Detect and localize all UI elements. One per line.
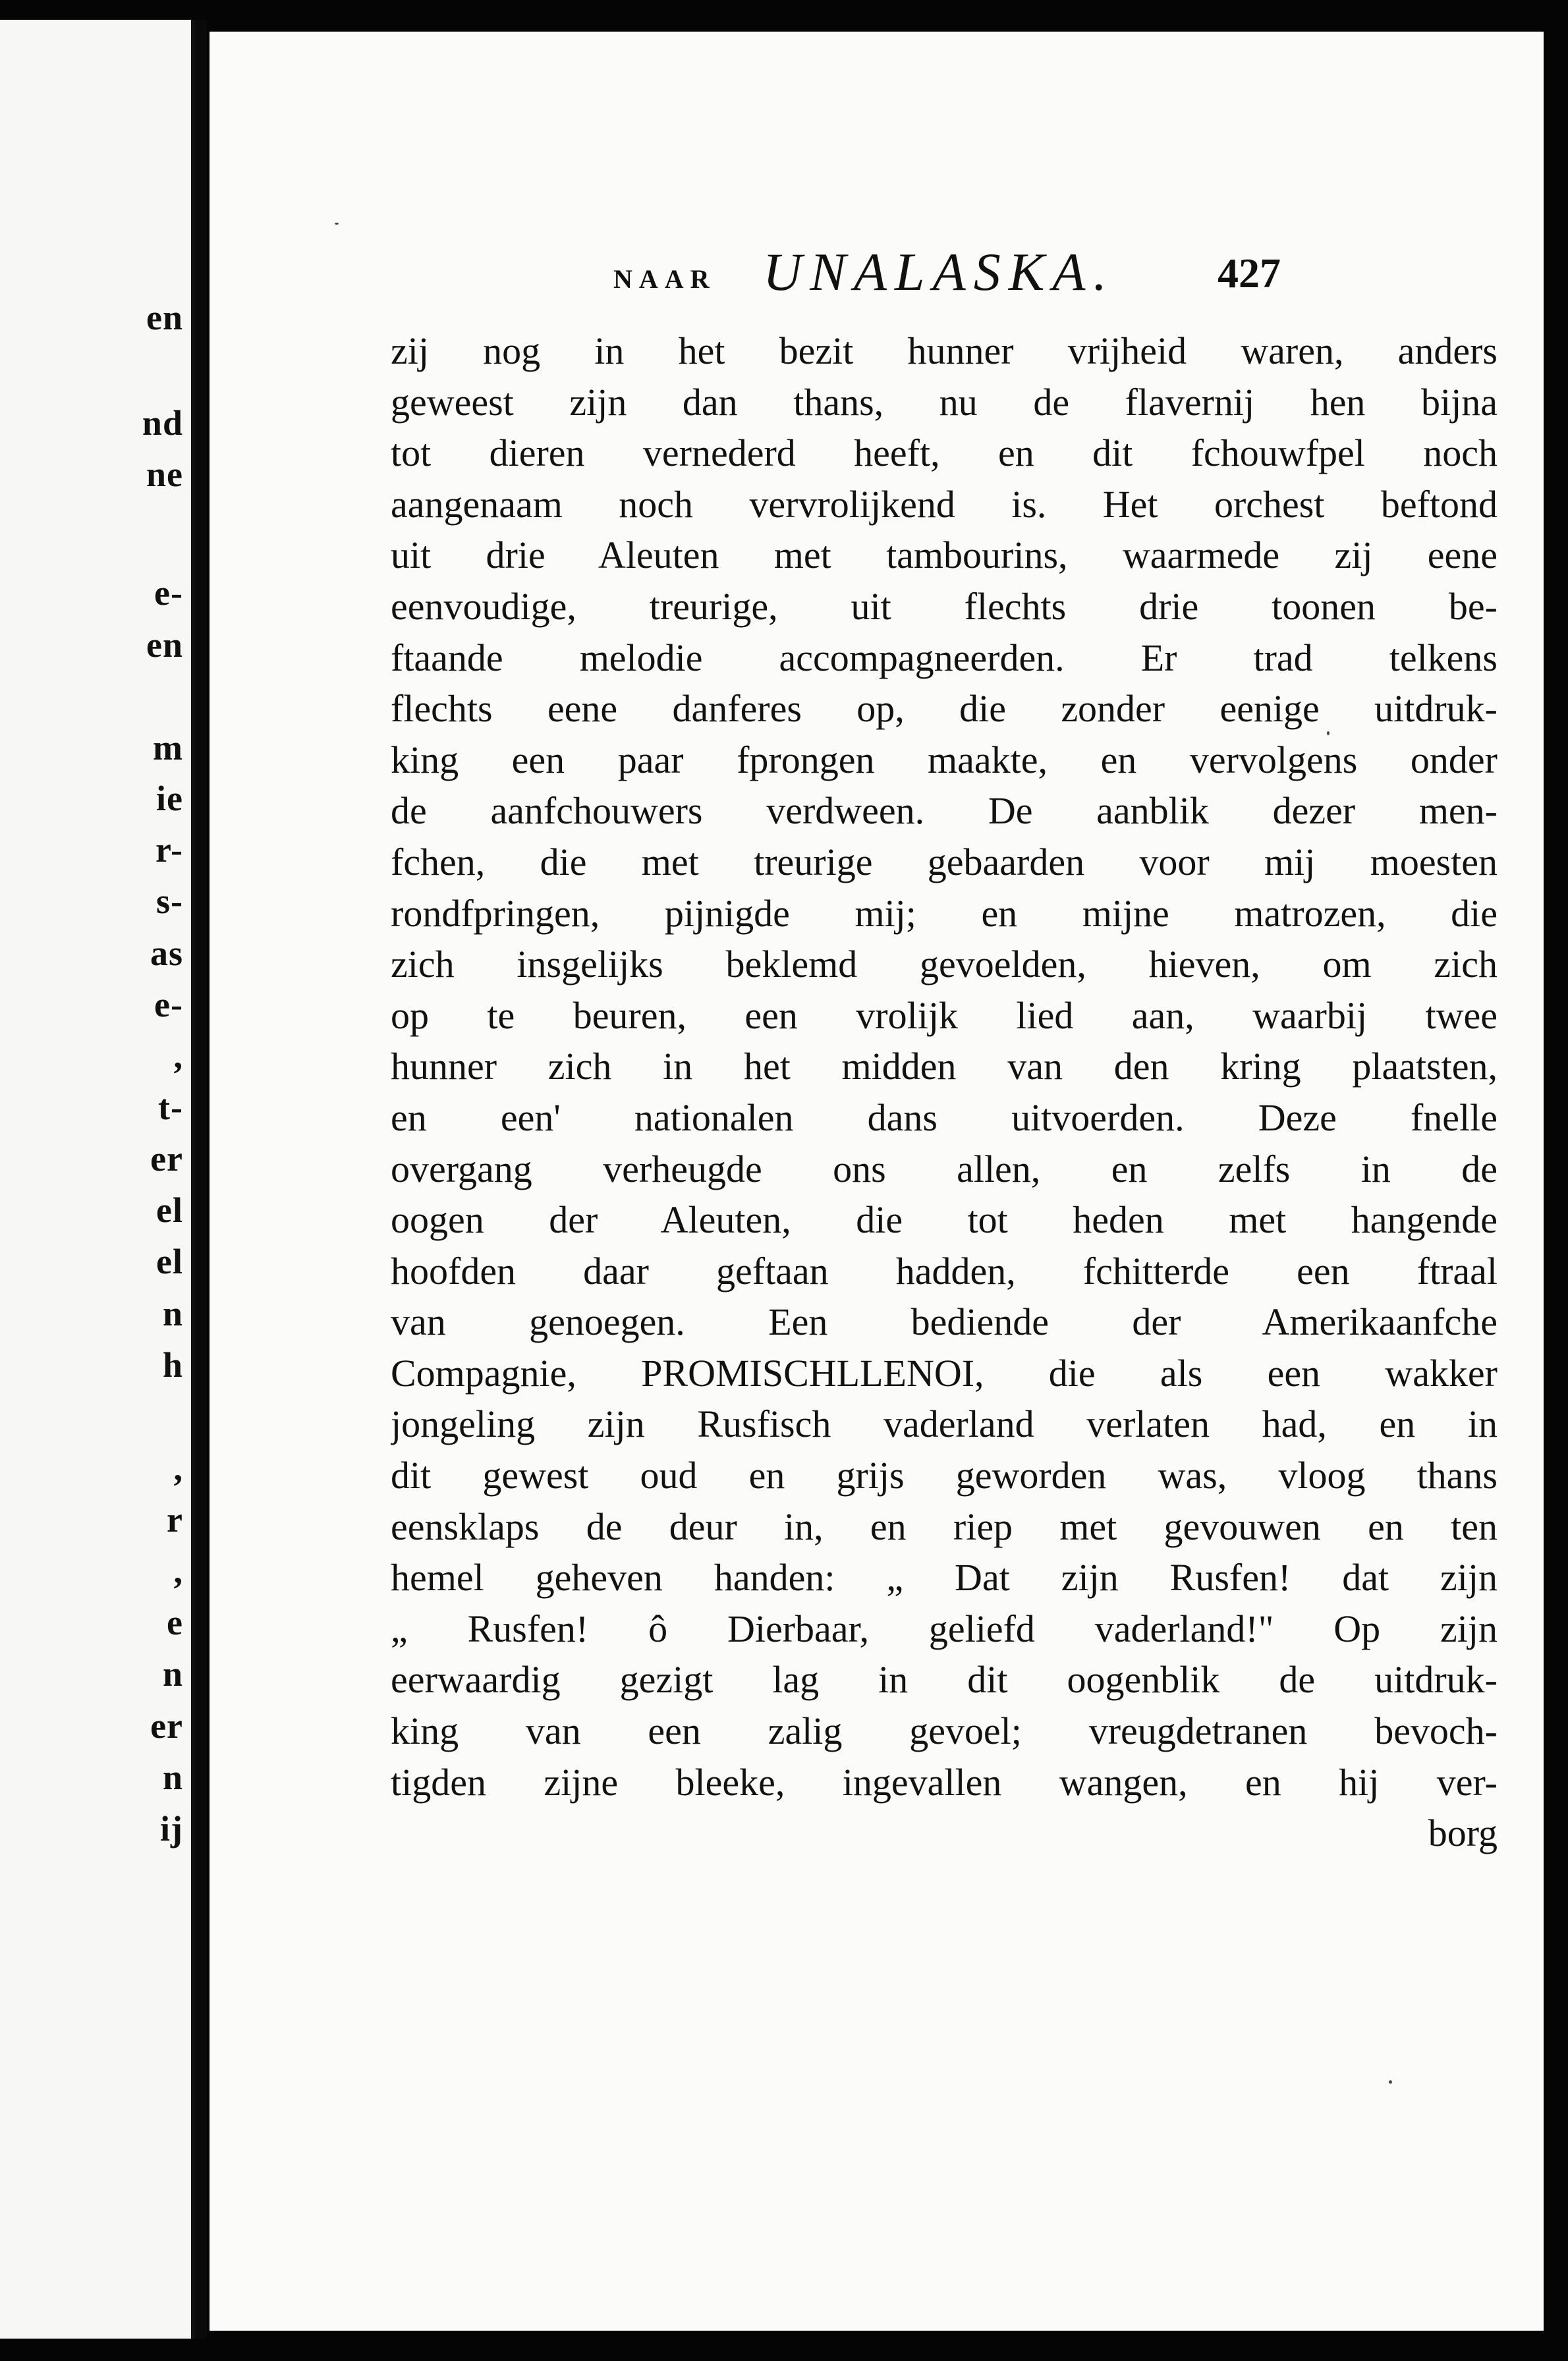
body-text bbox=[391, 325, 1498, 1859]
text-line: Compagnie, PROMISCHLLENOI, die als een wakker bbox=[391, 1351, 1498, 1395]
text-line: overgang verheugde ons allen, en zelfs in de bbox=[391, 1147, 1498, 1190]
margin-fragment: e bbox=[167, 1603, 183, 1642]
margin-fragment: t- bbox=[158, 1088, 183, 1127]
text-line: eenvoudige, treurige, uit flechts drie toonen be- bbox=[391, 584, 1498, 628]
text-line: van genoegen. Een bediende der Amerikaanfche bbox=[391, 1300, 1498, 1344]
margin-fragment: , bbox=[173, 1036, 183, 1076]
text-line: king een paar fprongen maakte, en vervolgens onder bbox=[391, 738, 1498, 781]
text-line: eerwaardig gezigt lag in dit oogenblik de uitdruk- bbox=[391, 1658, 1498, 1702]
page-number: 427 bbox=[1218, 250, 1281, 296]
margin-fragment: er bbox=[150, 1139, 183, 1179]
margin-fragment: as bbox=[150, 933, 183, 973]
margin-fragment: en bbox=[146, 298, 183, 337]
margin-fragment: nd bbox=[142, 403, 183, 443]
book-page bbox=[210, 32, 1544, 2331]
text-line: „ Rusfen! ô Dierbaar, geliefd vaderland!" Op zijn bbox=[391, 1607, 1498, 1650]
text-line: op te beuren, een vrolijk lied aan, waarbij twee bbox=[391, 993, 1498, 1037]
margin-fragment: ie bbox=[156, 779, 183, 818]
running-head-prefix: NAAR bbox=[613, 264, 716, 294]
text-line: fchen, die met treurige gebaarden voor mij moesten bbox=[391, 840, 1498, 883]
margin-fragment: el bbox=[156, 1190, 183, 1230]
text-line: tot dieren vernederd heeft, en dit fchouwfpel noch bbox=[391, 431, 1498, 475]
text-line: hoofden daar geftaan hadden, fchitterde een ftraal bbox=[391, 1249, 1498, 1292]
text-line: king van een zalig gevoel; vreugdetranen bevoch- bbox=[391, 1709, 1498, 1753]
running-head bbox=[210, 241, 1544, 300]
book-gutter bbox=[195, 20, 207, 2339]
margin-fragment: el bbox=[156, 1242, 183, 1281]
text-line: rondfpringen, pijnigde mij; en mijne matrozen, die bbox=[391, 891, 1498, 935]
text-line: de aanfchouwers verdween. De aanblik dezer men- bbox=[391, 789, 1498, 833]
text-line: geweest zijn dan thans, nu de flavernij hen bijna bbox=[391, 380, 1498, 424]
text-line: uit drie Aleuten met tambourins, waarmede zij eene bbox=[391, 534, 1498, 577]
margin-fragment: r bbox=[167, 1500, 183, 1540]
text-line: hemel geheven handen: „ Dat zijn Rusfen! dat zijn bbox=[391, 1556, 1498, 1599]
text-line: flechts eene danferes op, die zonder eenige uitdruk- bbox=[391, 687, 1498, 731]
text-line: hunner zich in het midden van den kring plaatsten, bbox=[391, 1045, 1498, 1088]
margin-fragment: n bbox=[162, 1294, 183, 1333]
margin-fragment: e- bbox=[154, 985, 183, 1024]
margin-fragment: r- bbox=[155, 830, 183, 870]
text-line: zich insgelijks beklemd gevoelden, hieven, om zich bbox=[391, 943, 1498, 986]
margin-fragment: ij bbox=[160, 1809, 183, 1848]
text-line: aangenaam noch vervrolijkend is. Het orchest beftond bbox=[391, 482, 1498, 526]
margin-fragment: n bbox=[162, 1758, 183, 1797]
margin-fragment: h bbox=[162, 1345, 183, 1385]
margin-fragment: , bbox=[173, 1449, 183, 1488]
text-line: eensklaps de deur in, en riep met gevouwen en ten bbox=[391, 1505, 1498, 1548]
margin-fragment: m bbox=[153, 728, 183, 767]
text-line: en een' nationalen dans uitvoerden. Deze fnelle bbox=[391, 1096, 1498, 1139]
margin-fragment: n bbox=[162, 1654, 183, 1694]
running-head-title: UNALASKA. bbox=[763, 242, 1115, 302]
text-line: oogen der Aleuten, die tot heden met hangende bbox=[391, 1198, 1498, 1242]
text-line: tigden zijne bleeke, ingevallen wangen, en hij ver- bbox=[391, 1760, 1498, 1804]
margin-fragment: e- bbox=[154, 573, 183, 613]
text-line: dit gewest oud en grijs geworden was, vloog thans bbox=[391, 1454, 1498, 1497]
margin-fragment: ne bbox=[146, 455, 183, 494]
margin-fragment: en bbox=[146, 625, 183, 665]
text-line: ftaande melodie accompagneerden. Er trad telkens bbox=[391, 636, 1498, 679]
margin-fragment: s- bbox=[156, 881, 183, 921]
previous-page-edge bbox=[0, 20, 195, 2339]
text-line: zij nog in het bezit hunner vrijheid waren, anders bbox=[391, 329, 1498, 372]
margin-fragment: er bbox=[150, 1706, 183, 1746]
text-line: jongeling zijn Rusfisch vaderland verlaten had, en in bbox=[391, 1403, 1498, 1446]
catchword: borg bbox=[1428, 1812, 1498, 1855]
margin-fragment: , bbox=[173, 1551, 183, 1591]
